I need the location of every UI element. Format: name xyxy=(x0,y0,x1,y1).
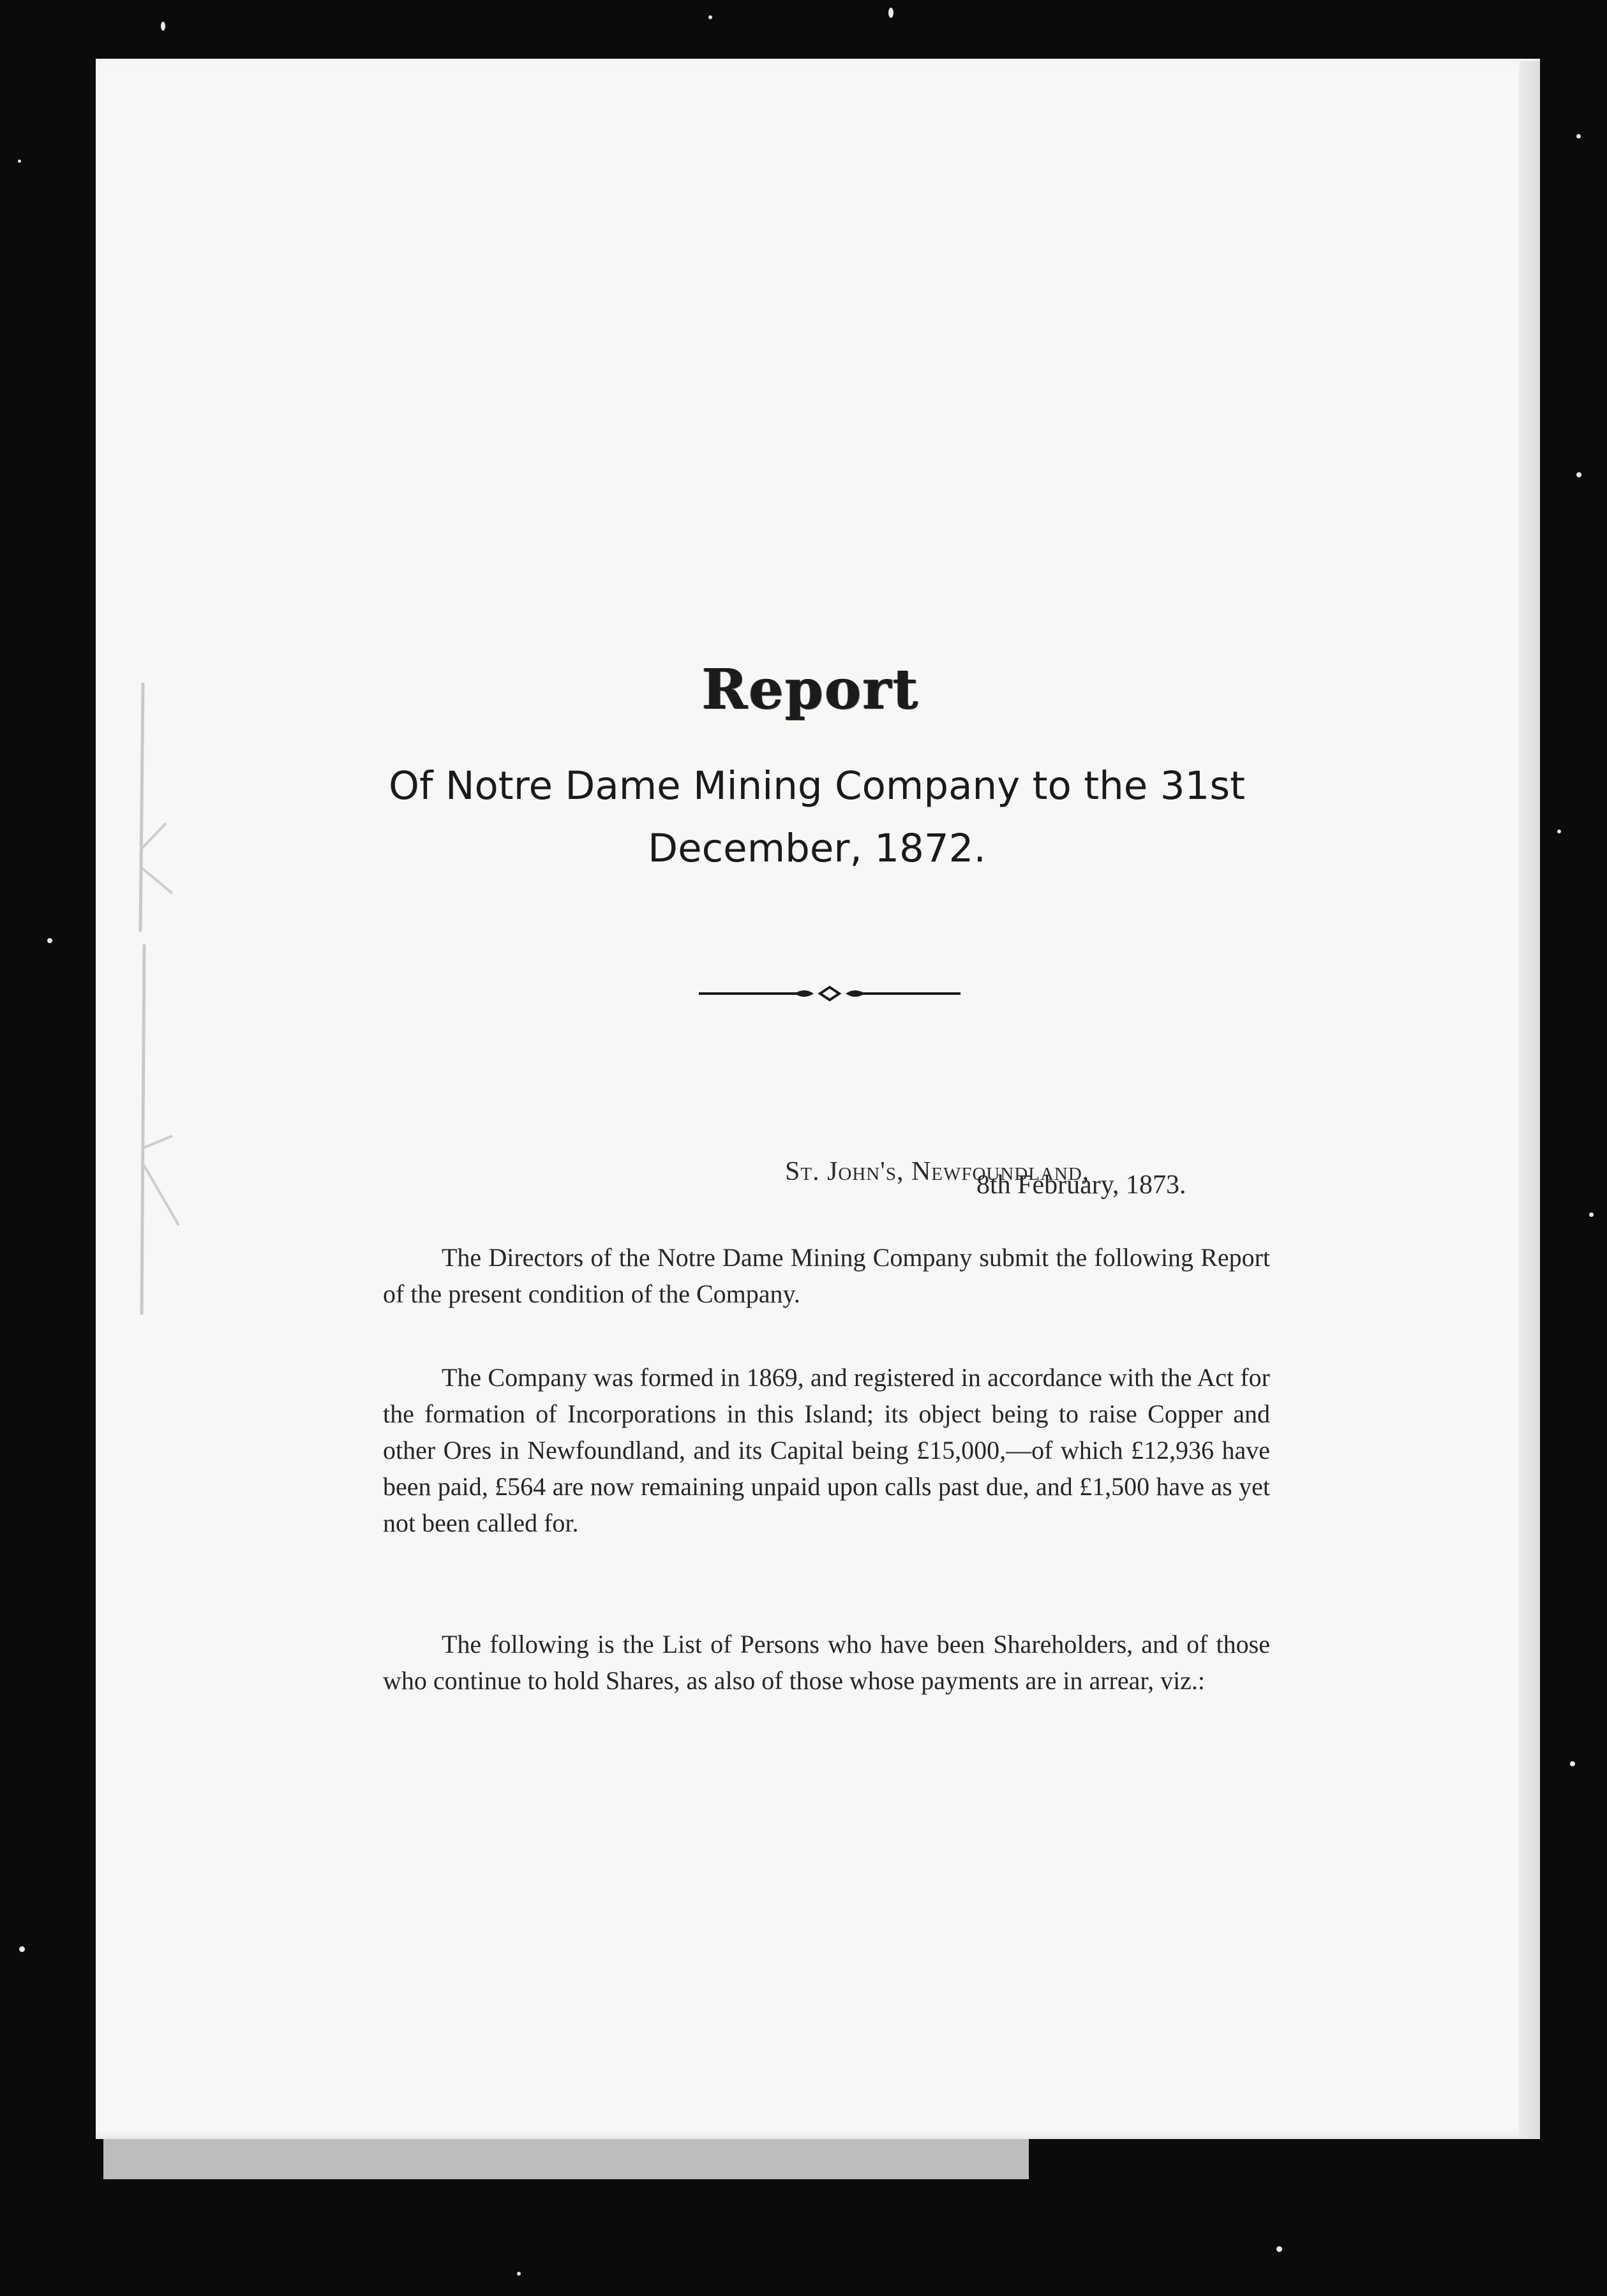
dust-speck xyxy=(888,8,893,18)
dust-speck xyxy=(708,15,712,19)
place-line: St. John's, Newfoundland, xyxy=(785,1157,1090,1186)
dust-speck xyxy=(1557,830,1561,833)
binding-stitch-marks xyxy=(128,676,198,1315)
dust-speck xyxy=(161,22,165,31)
paragraph: The Company was formed in 1869, and registered in accordance with the Act for the formation of Incorporations in this Island; its object being to raise Copper and other Ores in Newfoundland, and its Capital being £15,000,—of which £12,936 have been paid, £564 are now remaining unpaid upon calls past due, and £1,500 have as yet not been called for. xyxy=(383,1363,1270,1537)
dust-speck xyxy=(517,2272,521,2276)
dust-speck xyxy=(19,1946,25,1952)
ornamental-divider xyxy=(699,980,960,1008)
document-page xyxy=(96,59,1540,2139)
dust-speck xyxy=(1589,1212,1594,1217)
report-heading: Report xyxy=(701,657,920,722)
dust-speck xyxy=(47,938,52,943)
paragraph: The following is the List of Persons who have been Shareholders, and of those who continue to hold Shares, as also of those whose payments are in arrear, viz.: xyxy=(383,1630,1270,1695)
dust-speck xyxy=(1576,472,1581,477)
page-right-edge xyxy=(1519,61,1539,2138)
date-line: 8th February, 1873. xyxy=(976,1170,1186,1200)
paragraph: The Directors of the Notre Dame Mining Company submit the following Report of the present condition of the Company. xyxy=(383,1243,1270,1308)
dust-speck xyxy=(1570,1761,1575,1766)
dust-speck xyxy=(1276,2246,1282,2252)
dust-speck xyxy=(1576,134,1581,138)
dust-speck xyxy=(18,160,21,163)
report-subtitle: Of Notre Dame Mining Company to the 31st December, 1872. xyxy=(388,763,1246,871)
